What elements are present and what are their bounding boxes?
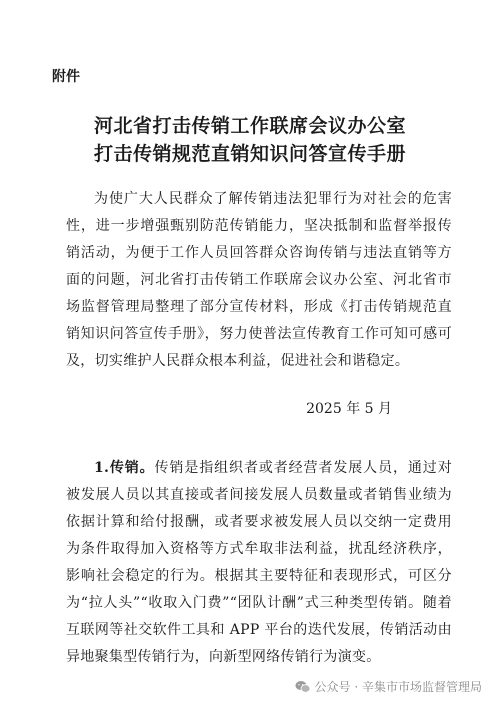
attachment-label: 附件 — [52, 69, 80, 85]
watermark-text: 公众号 · 辛集市市场监督管理局 — [314, 680, 482, 694]
wechat-icon — [295, 680, 311, 694]
section-1 — [66, 455, 452, 671]
publish-date: 2025 年 5 月 — [306, 401, 392, 417]
section-1-heading: 1.传销。 — [94, 460, 155, 476]
section-1-body: 传销是指组织者或者经营者发展人员，通过对被发展人员以其直接或者间接发展人员数量或者销售业绩为依据计算和给付报酬，或者要求被发展人员以交纳一定费用为条件取得加入资格等方式牟取非法利益，扰乱经济秩序，影响社会稳定的行为。根据其主要特征和表现形式，可区分为“拉人头”“收取入门费”“团队计酬”式三种类型传销。随着互联网等社交软件工具和 APP 平台的迭代发展，传销活动由异地聚集型传销行为，向新型网络传销行为演变。 — [66, 460, 452, 665]
title-line-1: 河北省打击传销工作联席会议办公室 — [93, 115, 406, 137]
document-title — [0, 112, 500, 168]
title-line-2: 打击传销规范直销知识问答宣传手册 — [93, 143, 406, 165]
wechat-watermark — [295, 678, 482, 695]
intro-paragraph: 为使广大人民群众了解传销违法犯罪行为对社会的危害性，进一步增强甄别防范传销能力，坚决抵制和监督举报传销活动，为便于工作人员回答群众咨询传销与违法直销等方面的问题，河北省打击传销工作联席会议办公室、河北省市场监督管理局整理了部分宣传材料，形成《打击传销规范直销知识问答宣传手册》，努力使普法宣传教育工作可知可感可及，切实维护人民群众根本利益，促进社会和谐稳定。 — [66, 191, 452, 369]
